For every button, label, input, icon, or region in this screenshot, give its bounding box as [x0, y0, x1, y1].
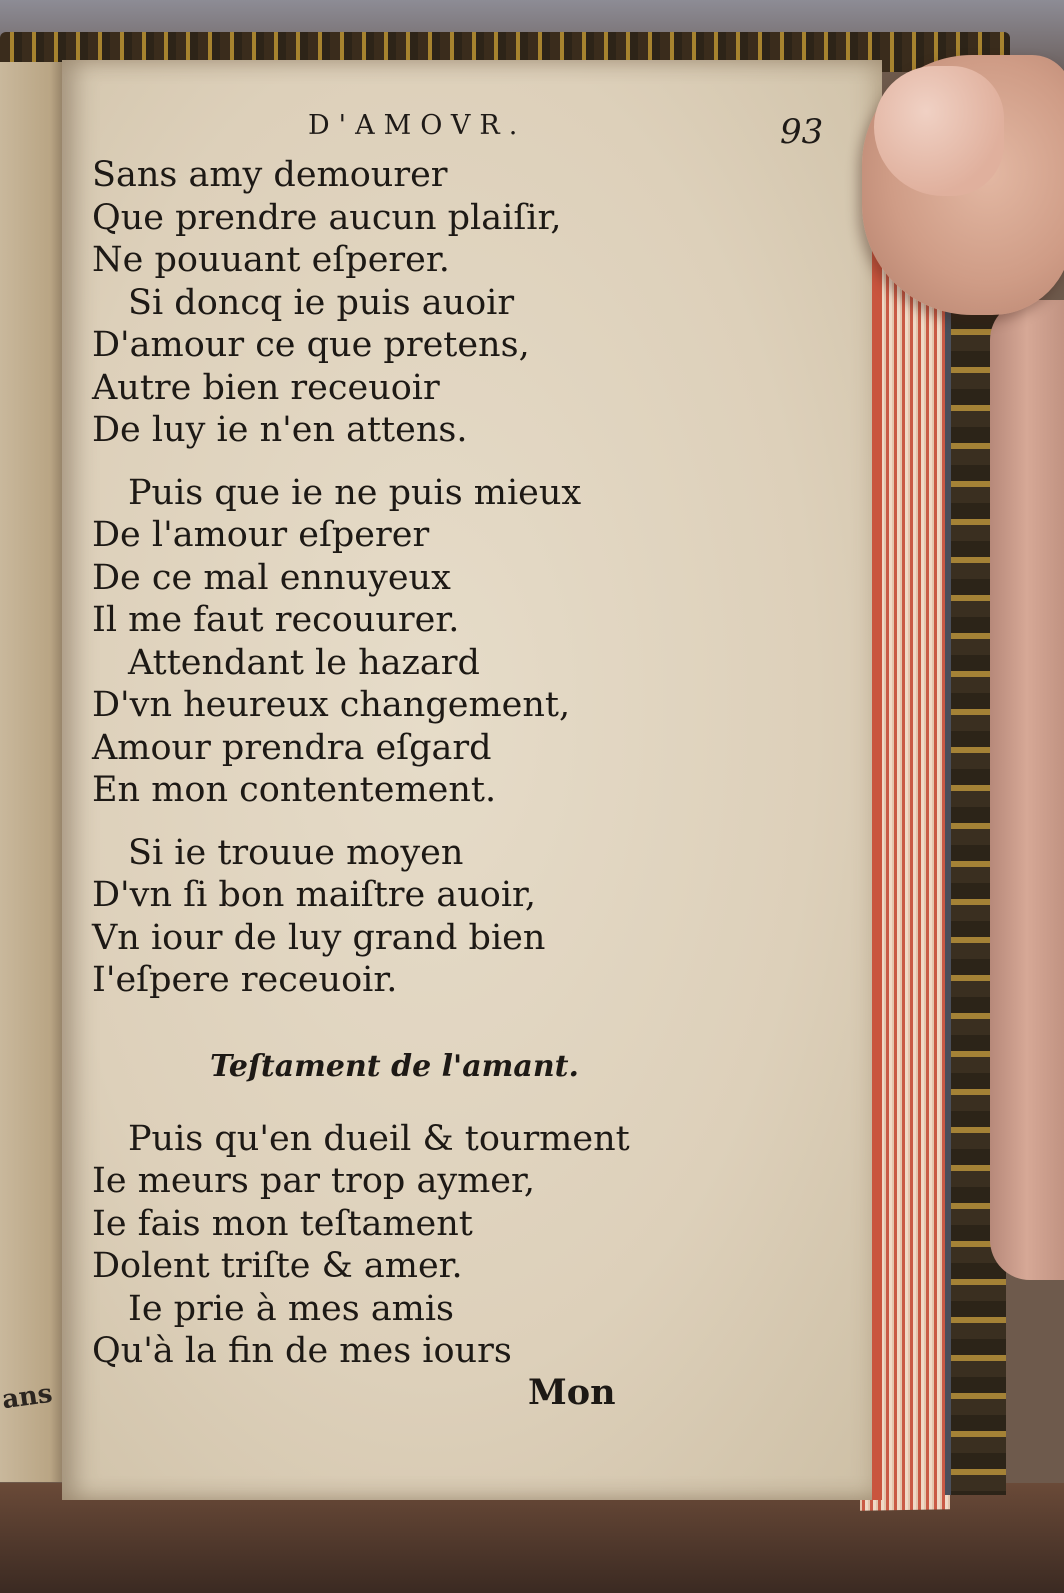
poem-line: Attendant le hazard: [128, 642, 480, 683]
poem-line: Ne pouuant eſperer.: [92, 240, 450, 280]
stanza-1: [92, 154, 812, 452]
stanza-gap: [92, 452, 812, 472]
hand-finger: [990, 300, 1064, 1280]
poem-line: Que prendre aucun plaiſir,: [92, 197, 562, 238]
poem-line: Ie fais mon teſtament: [92, 1203, 473, 1244]
left-page-word: ans: [0, 1378, 55, 1416]
catchword: Mon: [528, 1372, 616, 1413]
stanza-gap: [92, 812, 812, 832]
poem-line: Autre bien receuoir: [92, 367, 440, 408]
poem-text: [92, 154, 812, 1373]
poem-line: D'vn heureux changement,: [92, 685, 571, 725]
poem-line: Il me faut recouurer.: [92, 600, 460, 640]
stanza-3: [92, 832, 812, 1002]
poem-line: Si doncq ie puis auoir: [128, 282, 515, 323]
poem-line: Si ie trouue moyen: [128, 832, 464, 873]
poem-line: Qu'à la fin de mes iours: [92, 1331, 512, 1371]
page-number: 93: [780, 112, 824, 152]
poem-line: D'amour ce que pretens,: [92, 325, 530, 365]
stanza-2: [92, 472, 812, 812]
stanza-4: [92, 1118, 812, 1373]
poem-line: Ie meurs par trop aymer,: [92, 1161, 536, 1201]
poem-line: De l'amour eſperer: [92, 515, 430, 555]
poem-line: Sans amy demourer: [92, 155, 448, 195]
poem-line: Dolent triſte & amer.: [92, 1246, 463, 1286]
poem-line: Puis que ie ne puis mieux: [128, 472, 582, 513]
poem-line: De ce mal ennuyeux: [92, 557, 451, 598]
poem-line: I'eſpere receuoir.: [92, 960, 398, 1000]
poem-line: Puis qu'en dueil & tourment: [128, 1118, 630, 1159]
poem-line: Ie prie à mes amis: [128, 1288, 455, 1329]
poem-line: En mon contentement.: [92, 770, 497, 810]
running-head: D'AMOVR.: [308, 110, 527, 141]
poem-line: D'vn ſi bon maiſtre auoir,: [92, 875, 537, 915]
poem-line: Amour prendra eſgard: [92, 727, 492, 768]
red-page-edge: [872, 230, 882, 1500]
section-title: Teſtament de l'amant.: [210, 1048, 579, 1084]
poem-line: Vn iour de luy grand bien: [92, 917, 546, 958]
poem-line: De luy ie n'en attens.: [92, 410, 468, 450]
